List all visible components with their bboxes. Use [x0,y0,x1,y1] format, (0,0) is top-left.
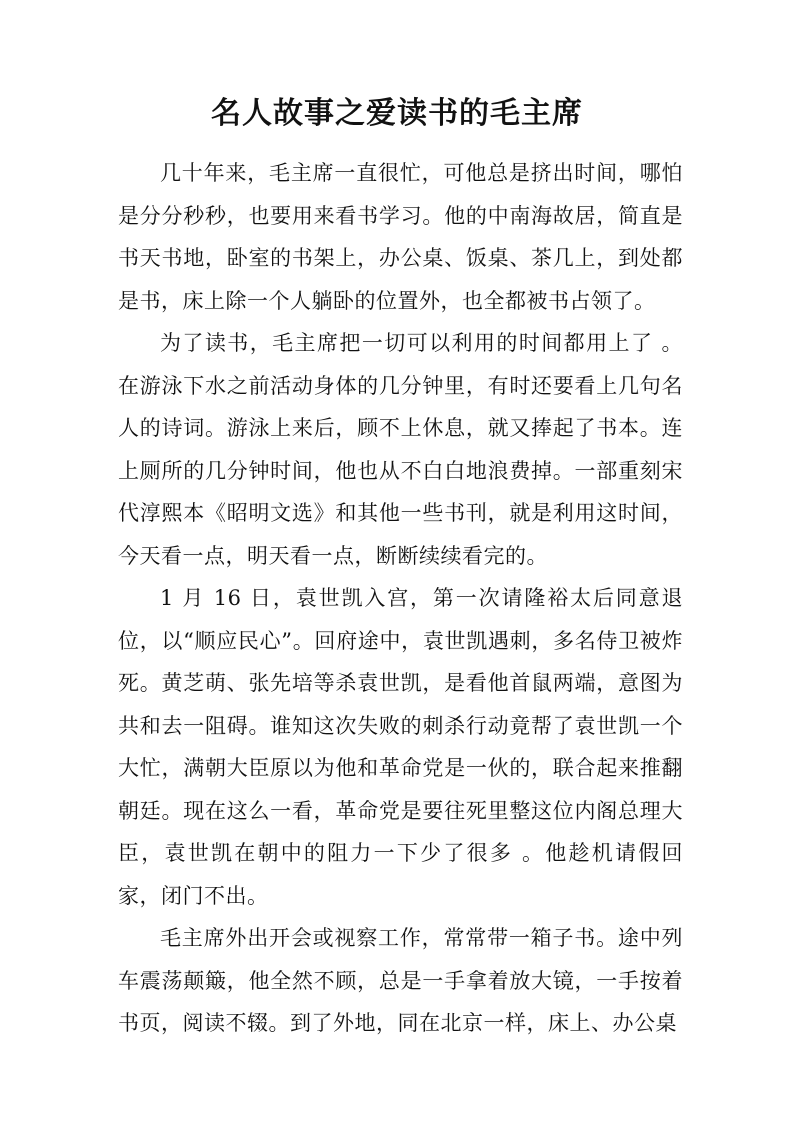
document-title: 名人故事之爱读书的毛主席 [211,96,583,131]
paragraph-4: 毛主席外出开会或视察工作，常常带一箱子书。途中列车震荡颠簸，他全然不顾，总是一手拿着放大镜，一手按着书页，阅读不辍。到了外地，同在北京一样，床上、办公桌 [118,926,683,1035]
paragraph-2: 为了读书，毛主席把一切可以利用的时间都用上了 。在游泳下水之前活动身体的几分钟里，有时还要看上几句名人的诗词。游泳上来后，顾不上休息，就又捧起了书本。连上厕所的几分钟时间，他也从不白白地浪费掉。一部重刻宋代淳熙本《昭明文选》和其他一些书刊，就是利用这时间，今天看一点，明天看一点，断断续续看完的。 [118,331,683,568]
paragraph-3: 1 月 16 日，袁世凯入宫，第一次请隆裕太后同意退位，以“顺应民心”。回府途中，袁世凯遇刺，多名侍卫被炸死。黄芝萌、张先培等杀袁世凯，是看他首鼠两端，意图为共和去一阻碍。谁知这次失败的刺杀行动竟帮了袁世凯一个大忙，满朝大臣原以为他和革命党是一伙的，联合起来推翻朝廷。现在这么一看，革命党是要往死里整这位内阁总理大臣，袁世凯在朝中的阻力一下少了很多 。他趁机请假回家，闭门不出。 [118,586,683,908]
document-body [118,152,683,1045]
paragraph-1: 几十年来，毛主席一直很忙，可他总是挤出时间，哪怕是分分秒秒，也要用来看书学习。他的中南海故居，简直是书天书地，卧室的书架上，办公桌、饭桌、茶几上，到处都是书，床上除一个人躺卧的位置外，也全都被书占领了。 [118,161,683,313]
